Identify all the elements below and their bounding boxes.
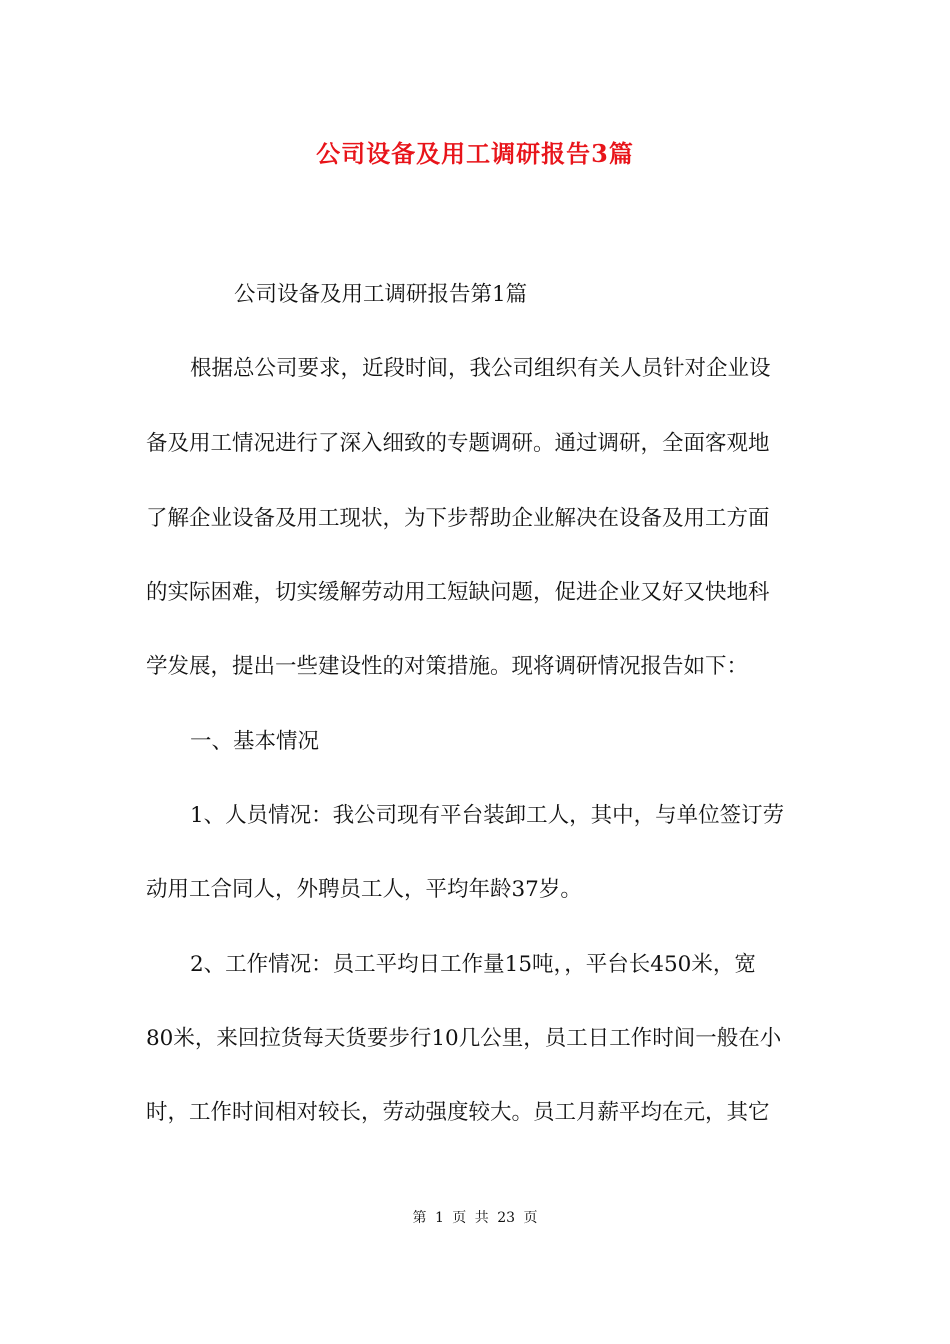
section-heading: 公司设备及用工调研报告第1篇 [234,282,528,307]
paragraph-line: 1、人员情况：我公司现有平台装卸工人，其中，与单位签订劳 [190,803,785,828]
paragraph-line: 的实际困难，切实缓解劳动用工短缺问题，促进企业又好又快地科 [146,580,770,605]
section-heading: 一、基本情况 [190,729,320,754]
paragraph-line: 备及用工情况进行了深入细致的专题调研。通过调研，全面客观地 [146,431,770,456]
paragraph-line: 时，工作时间相对较长，劳动强度较大。员工月薪平均在元，其它 [146,1100,770,1125]
paragraph-line: 动用工合同人，外聘员工人，平均年龄37岁。 [146,877,582,902]
page-number-footer: 第 1 页 共 23 页 [412,1210,538,1226]
paragraph-line: 学发展，提出一些建设性的对策措施。现将调研情况报告如下： [146,654,749,679]
paragraph-line: 根据总公司要求，近段时间，我公司组织有关人员针对企业设 [190,356,771,381]
paragraph-line: 了解企业设备及用工现状，为下步帮助企业解决在设备及用工方面 [146,506,770,531]
document-title: 公司设备及用工调研报告3篇 [316,139,634,168]
paragraph-line: 2、工作情况：员工平均日工作量15吨，，平台长450米，宽 [190,952,756,977]
paragraph-line: 80米，来回拉货每天货要步行10几公里，员工日工作时间一般在小 [146,1026,782,1051]
